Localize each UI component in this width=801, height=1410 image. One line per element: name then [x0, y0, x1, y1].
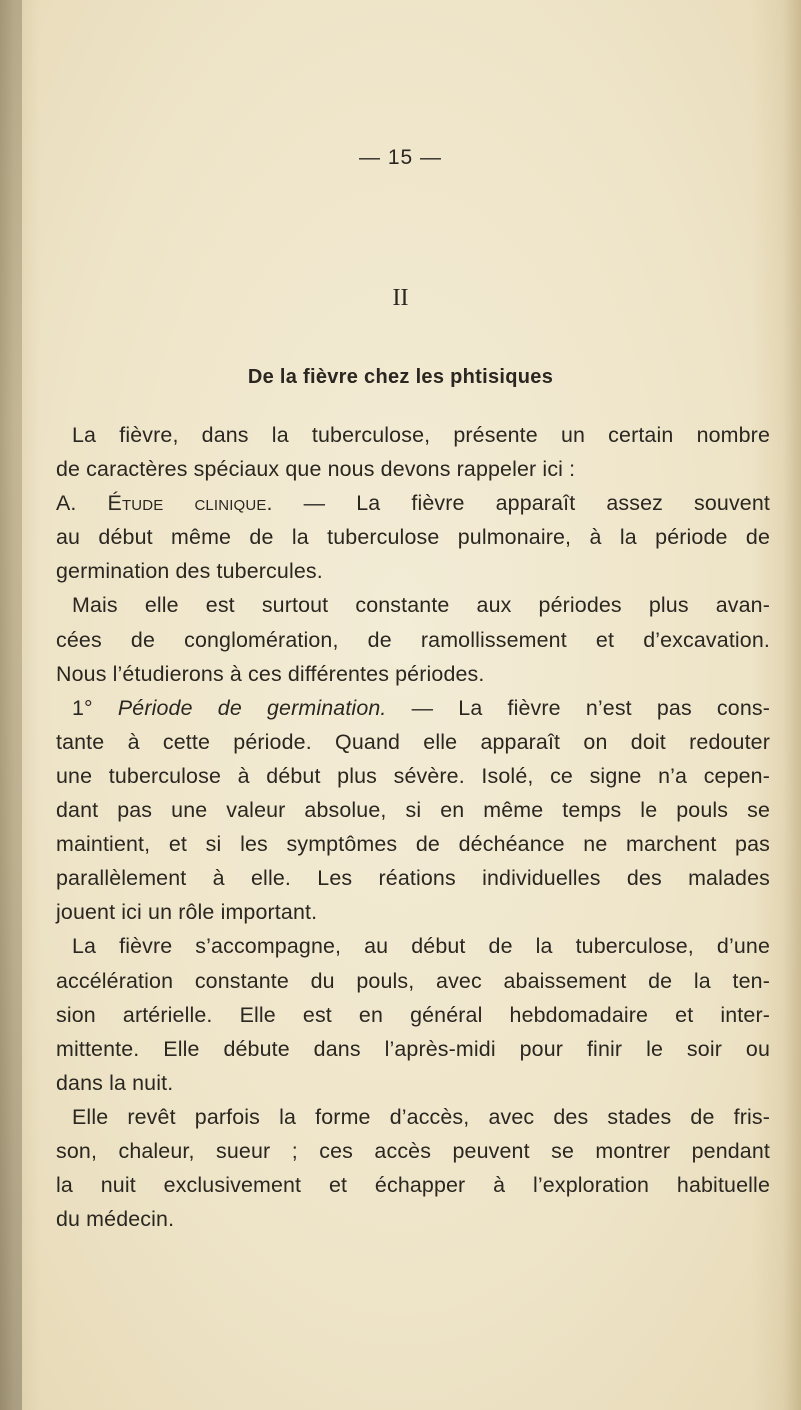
text-line: dant pas une valeur absolue, si en même temps le pouls se: [56, 798, 770, 823]
text-line: dans la nuit.: [56, 1070, 174, 1095]
text-fragment: 1°: [72, 695, 118, 720]
text-line: Elle revêt parfois la forme d’accès, avec des stades de fris-: [72, 1104, 770, 1129]
text-line: une tuberculose à début plus sévère. Isolé, ce signe n’a cepen-: [56, 763, 770, 788]
text-line: jouent ici un rôle important.: [56, 900, 318, 925]
text-line: du médecin.: [56, 1207, 175, 1232]
text-line: mittente. Elle débute dans l’après-midi pour finir le soir ou: [56, 1036, 770, 1061]
text-line: germination des tubercules.: [56, 559, 323, 584]
text-fragment: — La fièvre n’est pas cons-: [386, 695, 770, 720]
page-edge-stain: [0, 0, 22, 1410]
text-line: sion artérielle. Elle est en général hebdomadaire et inter-: [56, 1002, 770, 1027]
text-line: parallèlement à elle. Les réations individuelles des malades: [56, 866, 770, 891]
subsection-label: Période de germination.: [117, 695, 387, 720]
body-text: [56, 418, 770, 1236]
text-line: [56, 486, 770, 520]
text-line: Mais elle est surtout constante aux périodes plus avan-: [72, 593, 770, 618]
text-line: La fièvre s’accompagne, au début de la tuberculose, d’une: [72, 934, 770, 959]
text-line: tante à cette période. Quand elle apparaît on doit redouter: [56, 729, 770, 754]
text-line: son, chaleur, sueur ; ces accès peuvent se montrer pendant: [56, 1138, 770, 1163]
text-line: La fièvre, dans la tuberculose, présente un certain nombre: [72, 423, 770, 447]
text-line: la nuit exclusivement et échapper à l’exploration habituelle: [56, 1173, 770, 1198]
text-line: accélération constante du pouls, avec abaissement de la ten-: [56, 968, 770, 993]
text-line: [56, 691, 770, 725]
text-line: au début même de la tuberculose pulmonaire, à la période de: [56, 525, 770, 550]
page-number: — 15 —: [358, 146, 443, 169]
text-line: cées de conglomération, de ramollissement et d’excavation.: [56, 627, 770, 652]
text-fragment: — La fièvre apparaît assez souvent: [272, 491, 770, 516]
text-line: de caractères spéciaux que nous devons rappeler ici :: [56, 457, 576, 482]
subsection-label: A. Étude clinique.: [56, 491, 273, 516]
text-line: Nous l’étudierons à ces différentes périodes.: [56, 661, 485, 686]
section-number: II: [392, 285, 409, 311]
text-line: maintient, et si les symptômes de déchéance ne marchent pas: [56, 832, 770, 857]
section-heading: De la fièvre chez les phtisiques: [247, 366, 554, 388]
